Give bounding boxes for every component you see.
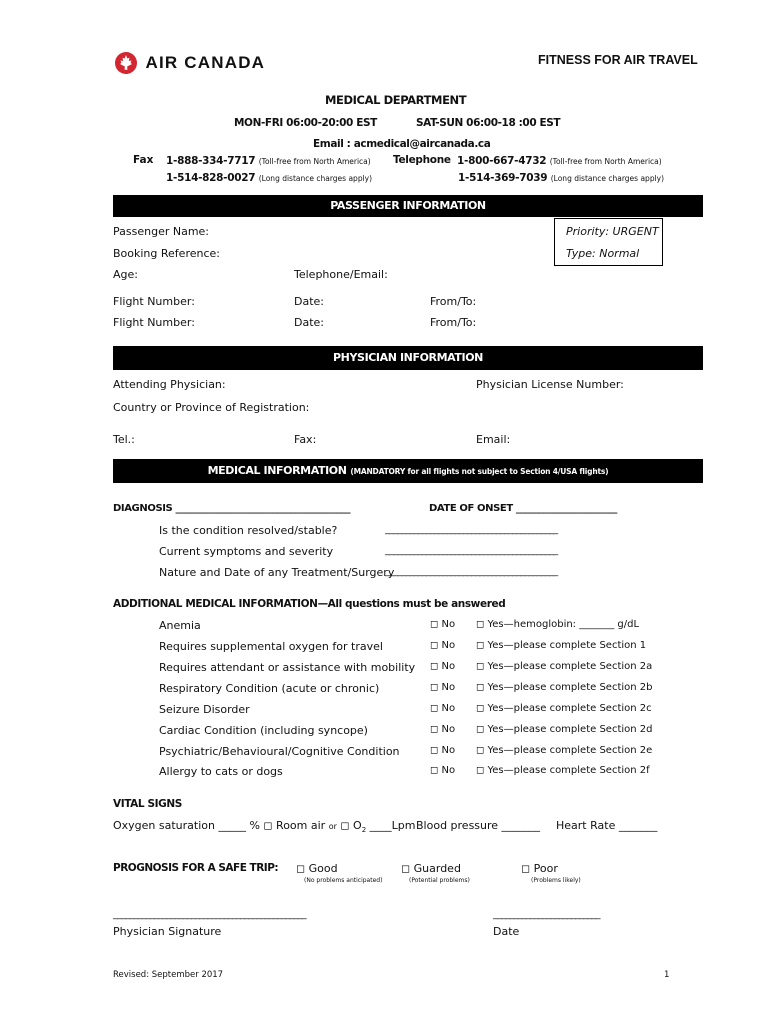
date-of-onset-field[interactable]: DATE OF ONSET ______________________ <box>429 503 618 514</box>
physician-fax-field[interactable]: Fax: <box>294 433 317 446</box>
yes-checkbox[interactable]: ◻ Yes—please complete Section 2a <box>476 661 653 672</box>
no-checkbox[interactable]: ◻ No <box>430 661 456 672</box>
symptoms-line[interactable]: __________________________________________ <box>385 545 558 556</box>
passenger-name-field[interactable]: Passenger Name: <box>113 225 210 238</box>
telephone-label: Telephone <box>393 154 451 166</box>
condition-stable-question: Is the condition resolved/stable? <box>159 524 338 537</box>
physician-section-header: PHYSICIAN INFORMATION <box>113 346 703 370</box>
treatment-line[interactable]: __________________________________________ <box>385 566 558 577</box>
hours-weekend: SAT-SUN 06:00-18 :00 EST <box>416 117 561 129</box>
country-registration-field[interactable]: Country or Province of Registration: <box>113 401 310 414</box>
telephone-number-2: 1-514-369-7039 (Long distance charges apply) <box>458 172 665 184</box>
no-checkbox[interactable]: ◻ No <box>430 745 456 756</box>
no-checkbox[interactable]: ◻ No <box>430 724 456 735</box>
from-to-field-2[interactable]: From/To: <box>430 316 477 329</box>
physician-tel-field[interactable]: Tel.: <box>113 433 135 446</box>
passenger-section-header: PASSENGER INFORMATION <box>113 195 703 217</box>
condition-label: Seizure Disorder <box>159 703 250 716</box>
no-checkbox[interactable]: ◻ No <box>430 765 456 776</box>
from-to-field-1[interactable]: From/To: <box>430 295 477 308</box>
flight-number-field-1[interactable]: Flight Number: <box>113 295 195 308</box>
diagnosis-field[interactable]: DIAGNOSIS ______________________________________ <box>113 503 351 514</box>
fax-label: Fax <box>133 154 154 166</box>
symptoms-question: Current symptoms and severity <box>159 545 334 558</box>
signature-label: Physician Signature <box>113 925 222 938</box>
attending-physician-field[interactable]: Attending Physician: <box>113 378 226 391</box>
prognosis-guarded-note: (Potential problems) <box>409 877 470 884</box>
no-checkbox[interactable]: ◻ No <box>430 703 456 714</box>
yes-checkbox[interactable]: ◻ Yes—please complete Section 2b <box>476 682 653 693</box>
prognosis-title: PROGNOSIS FOR A SAFE TRIP: <box>113 862 279 874</box>
prognosis-good-checkbox[interactable]: ◻ Good <box>296 862 338 875</box>
age-field[interactable]: Age: <box>113 268 138 281</box>
yes-checkbox[interactable]: ◻ Yes—please complete Section 2c <box>476 703 652 714</box>
prognosis-good-note: (No problems anticipated) <box>304 877 383 884</box>
yes-checkbox[interactable]: ◻ Yes—please complete Section 2f <box>476 765 650 776</box>
condition-label: Respiratory Condition (acute or chronic) <box>159 682 380 695</box>
condition-label: Psychiatric/Behavioural/Cognitive Condition <box>159 745 400 758</box>
booking-reference-field[interactable]: Booking Reference: <box>113 247 220 260</box>
signature-line[interactable]: _______________________________________________ <box>113 909 306 920</box>
no-checkbox[interactable]: ◻ No <box>430 619 456 630</box>
yes-checkbox[interactable]: ◻ Yes—please complete Section 1 <box>476 640 647 651</box>
prognosis-guarded-checkbox[interactable]: ◻ Guarded <box>401 862 461 875</box>
physician-license-field[interactable]: Physician License Number: <box>476 378 624 391</box>
condition-label: Cardiac Condition (including syncope) <box>159 724 368 737</box>
page-number: 1 <box>664 970 670 980</box>
flight-number-field-2[interactable]: Flight Number: <box>113 316 195 329</box>
date-field-1[interactable]: Date: <box>294 295 324 308</box>
heart-rate-field[interactable]: Heart Rate _______ <box>556 819 658 832</box>
prognosis-poor-note: (Problems likely) <box>531 877 581 884</box>
hours-weekday: MON-FRI 06:00-20:00 EST <box>234 117 377 129</box>
date-field-2[interactable]: Date: <box>294 316 324 329</box>
no-checkbox[interactable]: ◻ No <box>430 682 456 693</box>
request-type: Type: Normal <box>566 247 640 260</box>
no-checkbox[interactable]: ◻ No <box>430 640 456 651</box>
telephone-email-field[interactable]: Telephone/Email: <box>294 268 388 281</box>
oxygen-saturation-field[interactable]: Oxygen saturation _____ % ◻ Room air or ◻ $O_2$ ____Lpm <box>113 819 416 835</box>
telephone-number-1: 1-800-667-4732 (Toll-free from North America) <box>457 155 662 167</box>
department-title: MEDICAL DEPARTMENT <box>325 93 467 107</box>
medical-section-header: MEDICAL INFORMATION (MANDATORY for all flights not subject to Section 4/USA flights) <box>113 459 703 483</box>
air-canada-logo <box>114 51 265 75</box>
condition-label: Requires attendant or assistance with mobility <box>159 661 416 674</box>
treatment-question: Nature and Date of any Treatment/Surgery <box>159 566 395 579</box>
yes-checkbox[interactable]: ◻ Yes—hemoglobin: _______ g/dL <box>476 619 640 630</box>
yes-checkbox[interactable]: ◻ Yes—please complete Section 2d <box>476 724 653 735</box>
revised-date: Revised: September 2017 <box>113 970 224 980</box>
physician-email-field[interactable]: Email: <box>476 433 511 446</box>
priority-status: Priority: URGENT <box>566 225 659 238</box>
vital-signs-title: VITAL SIGNS <box>113 798 182 810</box>
brand-name: AIR CANADA <box>145 53 266 72</box>
prognosis-poor-checkbox[interactable]: ◻ Poor <box>521 862 558 875</box>
date-line[interactable]: __________________________ <box>493 909 600 920</box>
condition-label: Requires supplemental oxygen for travel <box>159 640 383 653</box>
yes-checkbox[interactable]: ◻ Yes—please complete Section 2e <box>476 745 653 756</box>
condition-stable-line[interactable]: __________________________________________ <box>385 524 558 535</box>
condition-label: Anemia <box>159 619 201 632</box>
fax-number-2: 1-514-828-0027 (Long distance charges apply) <box>166 172 373 184</box>
additional-info-title: ADDITIONAL MEDICAL INFORMATION—All questions must be answered <box>113 598 506 610</box>
date-label: Date <box>493 925 520 938</box>
condition-label: Allergy to cats or dogs <box>159 765 283 778</box>
maple-leaf-icon <box>114 51 138 75</box>
blood-pressure-field[interactable]: Blood pressure _______ <box>416 819 541 832</box>
form-title: FITNESS FOR AIR TRAVEL <box>538 53 698 67</box>
email-line: Email : acmedical@aircanada.ca <box>313 138 491 150</box>
fax-number-1: 1-888-334-7717 (Toll-free from North America) <box>166 155 371 167</box>
